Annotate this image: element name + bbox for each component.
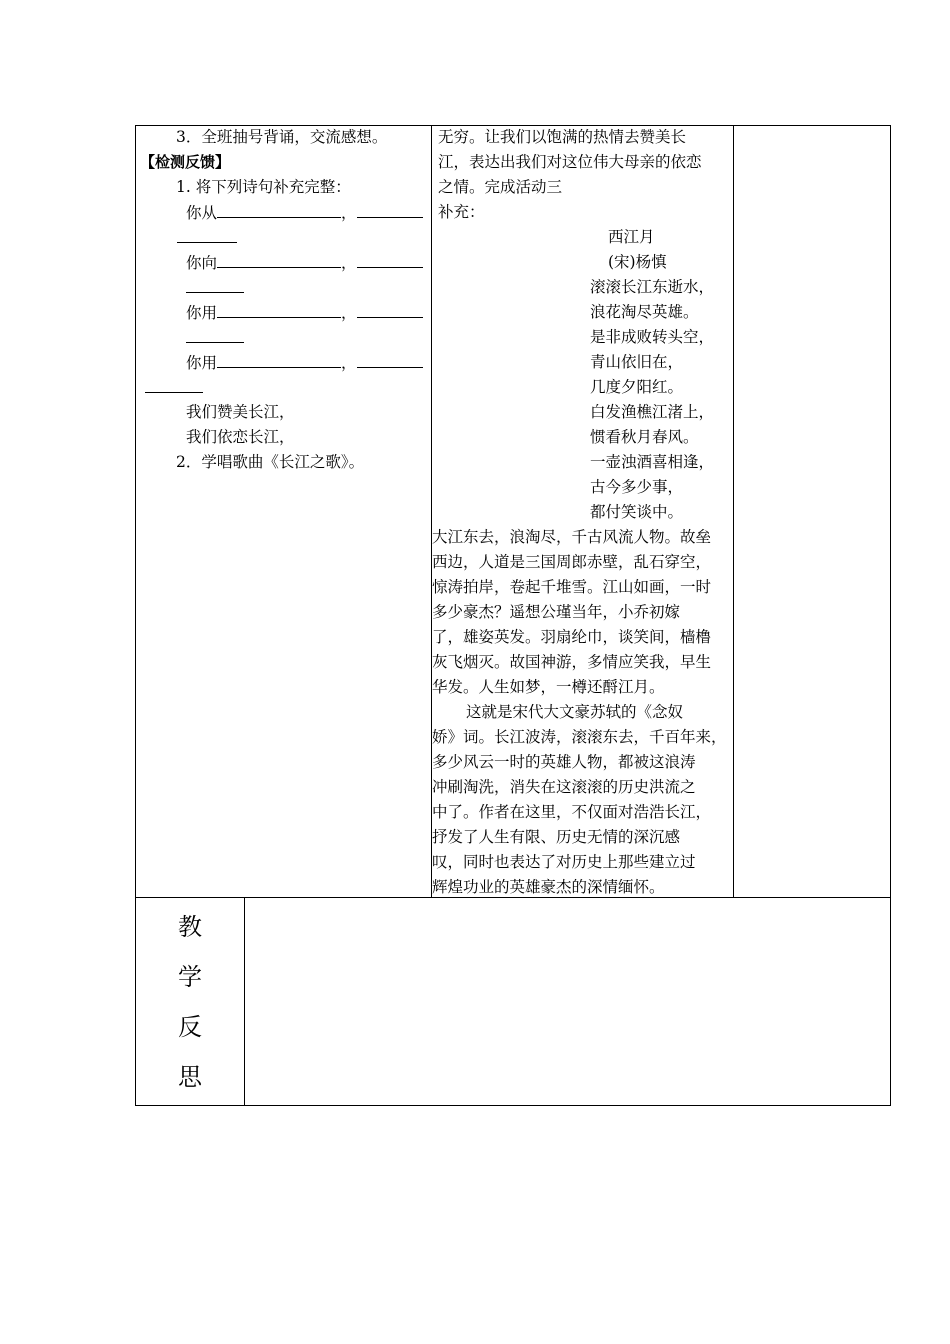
poem-line: 都付笑谈中。: [590, 503, 684, 521]
fill-line-1-cont: [140, 225, 426, 250]
poem-line: 惯看秋月春风。: [590, 428, 699, 446]
section-title: 【检测反馈】: [140, 153, 231, 171]
poem-line: 浪花淘尽英雄。: [590, 303, 699, 321]
table-right-border: [890, 125, 891, 1106]
fill-sep: ，: [341, 254, 357, 272]
fill-sep: ，: [341, 354, 357, 372]
teaching-reflection-label: [136, 898, 244, 1105]
poem-line: 是非成败转头空，: [590, 328, 715, 346]
comment-line: 辉煌功业的英雄豪杰的深情缅怀。: [432, 878, 665, 896]
poem-title: 西江月: [608, 228, 655, 246]
fill-blank[interactable]: [357, 300, 423, 318]
fill-prefix: 你向: [186, 254, 218, 272]
fill-blank[interactable]: [217, 350, 341, 368]
poem-line: 滚滚长江东逝水，: [590, 278, 715, 296]
fill-prefix: 你用: [186, 354, 218, 372]
question-1-title: 1. 将下列诗句补充完整：: [176, 178, 351, 196]
comment-line: 多少风云一时的英雄人物，都被这浪涛: [432, 753, 696, 771]
fill-blank[interactable]: [357, 350, 423, 368]
fill-prefix: 你用: [186, 304, 218, 322]
fill-line-2: [140, 250, 426, 275]
poem-line: 古今多少事，: [590, 478, 684, 496]
praise-line: 我们赞美长江，: [186, 403, 295, 421]
fill-line-1: [140, 200, 426, 225]
reflection-char: 学: [178, 962, 202, 991]
intro-line: 江，表达出我们对这位伟大母亲的依恋: [438, 153, 702, 171]
fill-line-3: [140, 300, 426, 325]
poem-author: (宋)杨慎: [608, 253, 667, 271]
poem-line: 几度夕阳红。: [590, 378, 684, 396]
fill-line-2-cont: [140, 275, 426, 300]
reflection-char: 教: [178, 912, 202, 941]
poem-line: 青山依旧在，: [590, 353, 684, 371]
fill-line-3-cont: [140, 325, 426, 350]
fill-blank[interactable]: [217, 200, 341, 218]
ci-line: 华发。人生如梦，一樽还酹江月。: [432, 678, 665, 696]
fill-blank[interactable]: [186, 325, 244, 343]
comment-line: 冲刷淘洗，消失在这滚滚的历史洪流之: [432, 778, 696, 796]
fill-prefix: 你从: [186, 204, 218, 222]
ci-line: 了，雄姿英发。羽扇纶巾，谈笑间，樯橹: [432, 628, 712, 646]
fill-blank[interactable]: [357, 250, 423, 268]
love-line: 我们依恋长江，: [186, 428, 295, 446]
supplement-label: 补充：: [438, 203, 485, 221]
fill-line-4-cont: [140, 375, 426, 400]
poem-line: 白发渔樵江渚上，: [590, 403, 715, 421]
left-column: [140, 125, 426, 475]
fill-blank[interactable]: [177, 225, 237, 243]
ci-line: 惊涛拍岸，卷起千堆雪。江山如画，一时: [432, 578, 712, 596]
intro-line: 无穷。让我们以饱满的热情去赞美长: [438, 128, 687, 146]
poem-line: 一壶浊酒喜相逢，: [590, 453, 715, 471]
reflection-char: 反: [178, 1012, 202, 1041]
fill-sep: ，: [341, 204, 357, 222]
comment-line: 这就是宋代大文豪苏轼的《念奴: [466, 703, 684, 721]
comment-line: 叹，同时也表达了对历史上那些建立过: [432, 853, 696, 871]
ci-line: 大江东去，浪淘尽，千古风流人物。故垒: [432, 528, 712, 546]
ci-line: 西边，人道是三国周郎赤壁，乱石穿空，: [432, 553, 712, 571]
middle-column: [432, 125, 728, 900]
right-column: [734, 126, 889, 896]
comment-line: 娇》词。长江波涛，滚滚东去，千百年来，: [432, 728, 727, 746]
ci-line: 多少豪杰？遥想公瑾当年，小乔初嫁: [432, 603, 681, 621]
reflection-char: 思: [178, 1062, 202, 1091]
intro-line: 之情。完成活动三: [438, 178, 563, 196]
fill-blank[interactable]: [217, 300, 341, 318]
table-bottom-border: [135, 1105, 891, 1106]
fill-line-4: [140, 350, 426, 375]
ci-line: 灰飞烟灭。故国神游，多情应笑我，早生: [432, 653, 712, 671]
question-2: 2．学唱歌曲《长江之歌》。: [176, 453, 365, 471]
comment-line: 抒发了人生有限、历史无情的深沉感: [432, 828, 681, 846]
fill-blank[interactable]: [357, 200, 423, 218]
fill-sep: ，: [341, 304, 357, 322]
comment-line: 中了。作者在这里，不仅面对浩浩长江，: [432, 803, 712, 821]
fill-blank[interactable]: [186, 275, 244, 293]
fill-blank[interactable]: [217, 250, 341, 268]
teaching-reflection-content[interactable]: [245, 898, 889, 1104]
activity-item-3: 3．全班抽号背诵，交流感想。: [176, 128, 388, 146]
fill-blank[interactable]: [145, 375, 203, 393]
